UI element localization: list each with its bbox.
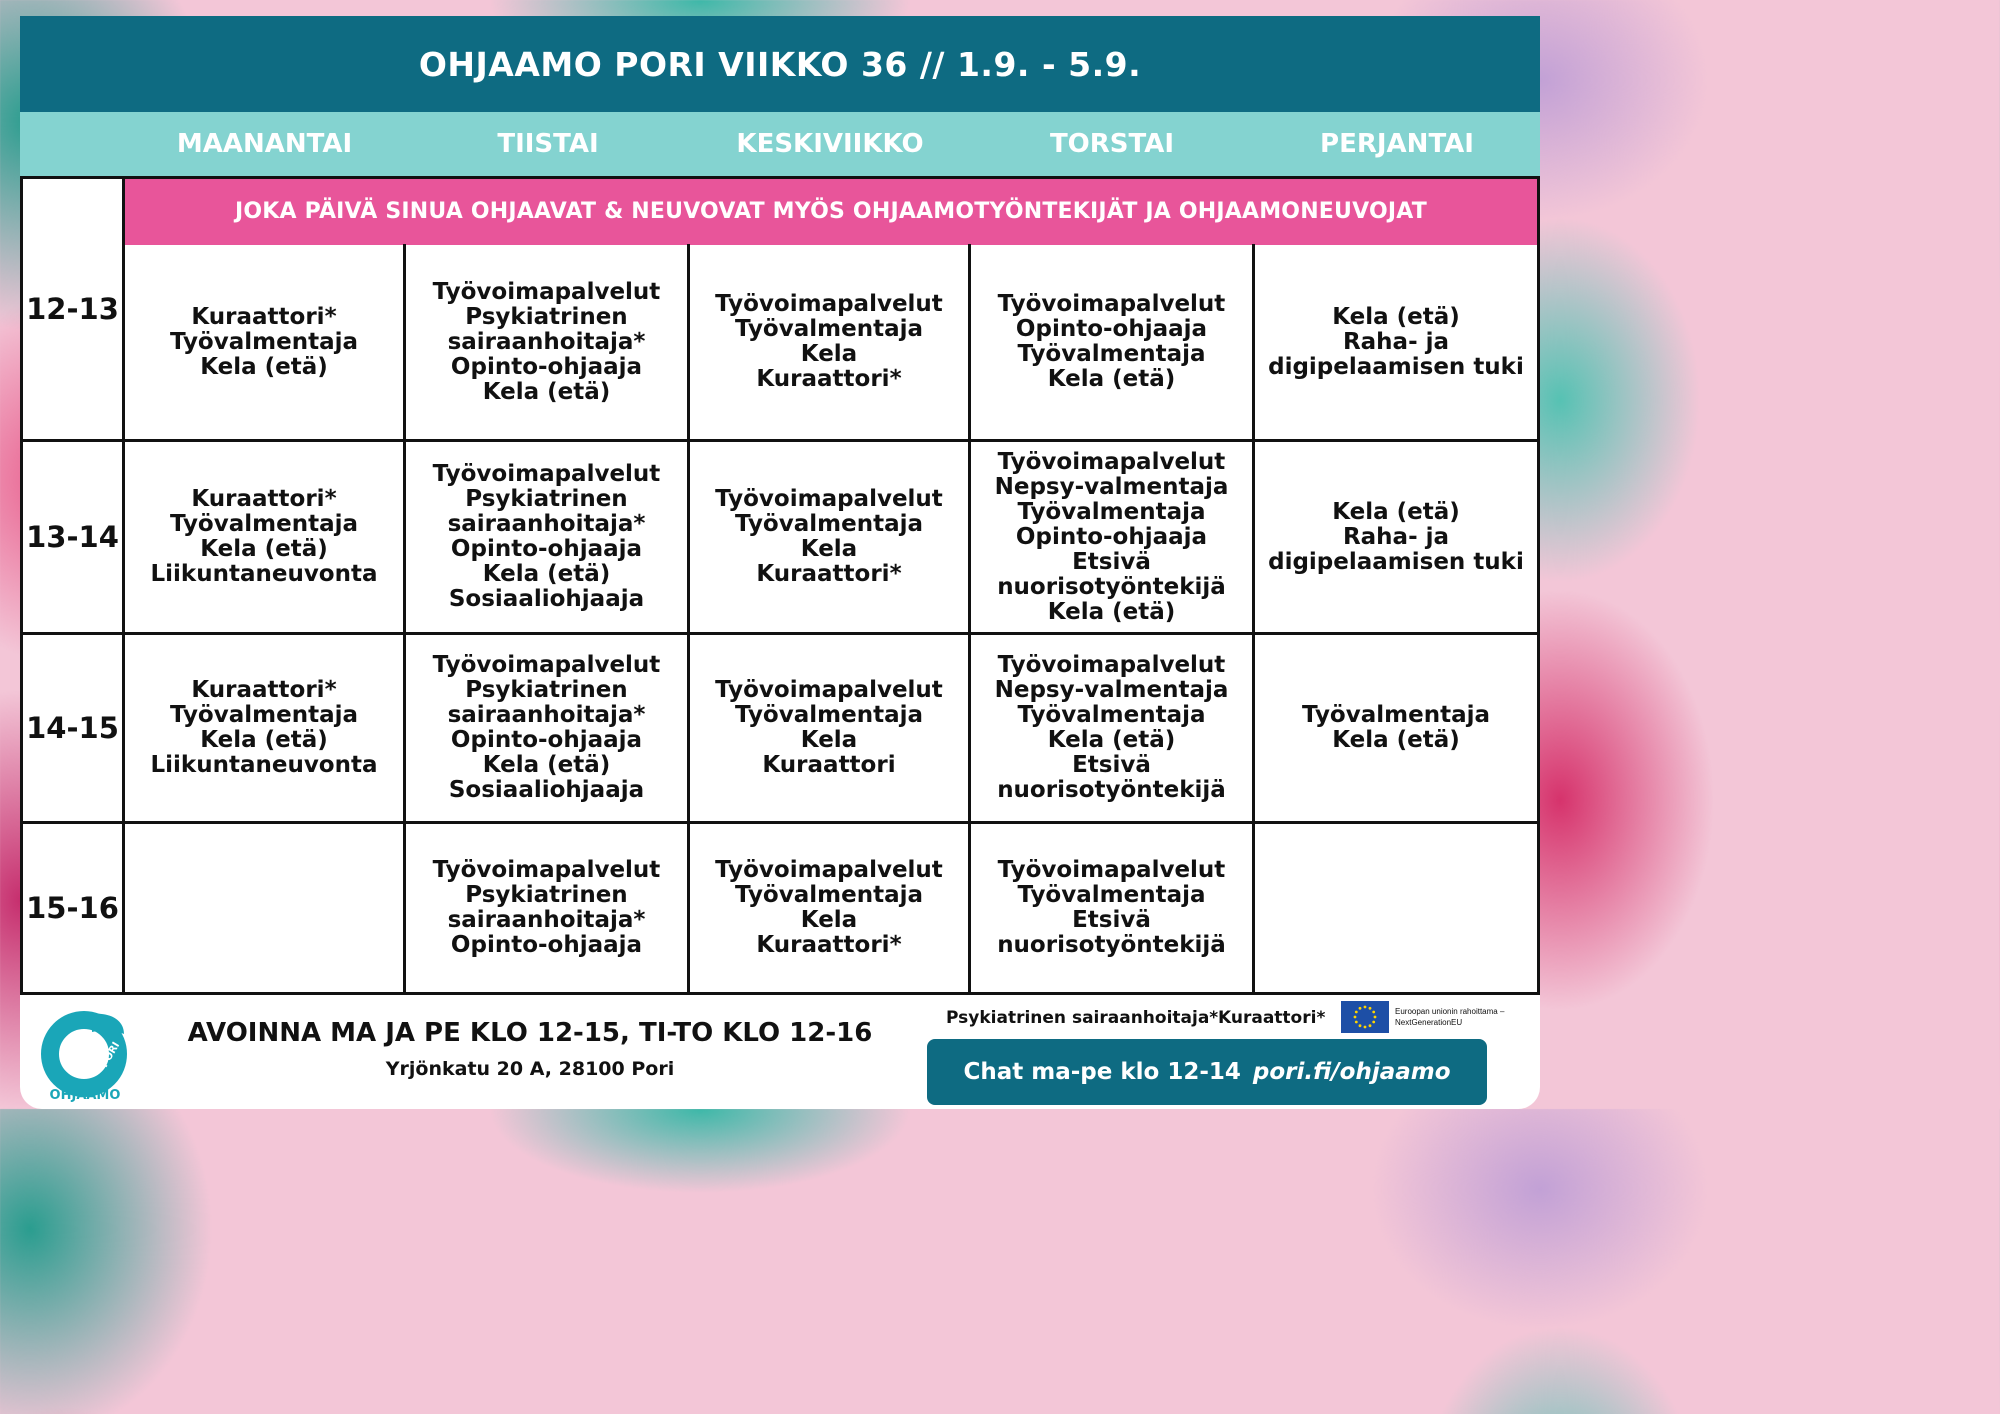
schedule-cell: Työvoimapalvelut Nepsy-valmentaja Työvalmentaja Kela (etä) Etsivä nuorisotyöntekijä: [994, 652, 1229, 803]
grid-line: [403, 244, 406, 995]
time-slot: 14-15: [26, 710, 119, 745]
weekday-header: [20, 112, 1540, 176]
day-tuesday: TIISTAI: [497, 129, 599, 159]
day-friday: PERJANTAI: [1320, 129, 1474, 159]
schedule-cell: Työvoimapalvelut Psykiatrinen sairaanhoitaja* Opinto-ohjaaja Kela (etä): [432, 278, 661, 405]
logo-wordmark: OHJAAMO: [49, 1088, 121, 1103]
daily-banner: JOKA PÄIVÄ SINUA OHJAAVAT & NEUVOVAT MYÖS OHJAAMOTYÖNTEKIJÄT JA OHJAAMONEUVOJAT: [124, 177, 1538, 245]
eu-flag-icon: [1341, 1001, 1389, 1033]
grid-line: [20, 439, 1540, 442]
time-slot: 15-16: [26, 890, 119, 925]
grid-line: [122, 176, 125, 995]
schedule-cell: Työvoimapalvelut Psykiatrinen sairaanhoitaja* Opinto-ohjaaja Kela (etä) Sosiaaliohjaaja: [432, 461, 661, 612]
time-slot: 13-14: [26, 519, 119, 554]
page-title: OHJAAMO PORI VIIKKO 36 // 1.9. - 5.9.: [20, 16, 1540, 112]
schedule-cell: Työvoimapalvelut Työvalmentaja Etsivä nuorisotyöntekijä: [997, 857, 1226, 958]
schedule-cell: Kuraattori* Työvalmentaja Kela (etä): [169, 303, 358, 380]
schedule-cell: Työvalmentaja Kela (etä): [1301, 702, 1490, 753]
grid-line: [20, 992, 1540, 995]
schedule-cell: Työvoimapalvelut Psykiatrinen sairaanhoitaja* Opinto-ohjaaja: [432, 857, 661, 958]
schedule-cell: Työvoimapalvelut Työvalmentaja Kela Kuraattori*: [715, 857, 943, 958]
grid-line: [968, 244, 971, 995]
grid-line: [20, 821, 1540, 824]
time-slot: 12-13: [26, 291, 119, 326]
eu-funding-text: Euroopan unionin rahoittama – NextGenerationEU: [1395, 1007, 1505, 1027]
schedule-cell: Työvoimapalvelut Nepsy-valmentaja Työvalmentaja Opinto-ohjaaja Etsivä nuorisotyöntekijä Kela (etä): [994, 448, 1229, 625]
grid-line: [20, 176, 23, 995]
chat-hours: Chat ma-pe klo 12-14: [963, 1059, 1241, 1085]
schedule-cell: Kela (etä) Raha- ja digipelaamisen tuki: [1268, 498, 1524, 575]
grid-line: [1537, 176, 1540, 995]
schedule-cell: Työvoimapalvelut Opinto-ohjaaja Työvalmentaja Kela (etä): [997, 291, 1226, 392]
grid-line: [687, 244, 690, 995]
opening-hours: AVOINNA MA JA PE KLO 12-15, TI-TO KLO 12-16: [187, 1018, 873, 1048]
footnote-nurse: Psykiatrinen sairaanhoitaja*: [946, 1008, 1219, 1028]
grid-line: [1252, 244, 1255, 995]
grid-line: [20, 632, 1540, 635]
schedule-cell: Kuraattori* Työvalmentaja Kela (etä) Liikuntaneuvonta: [150, 677, 378, 778]
chat-info-button[interactable]: [927, 1039, 1487, 1105]
schedule-cell: Työvoimapalvelut Psykiatrinen sairaanhoitaja* Opinto-ohjaaja Kela (etä) Sosiaaliohjaaja: [432, 652, 661, 803]
schedule-cell: Työvoimapalvelut Työvalmentaja Kela Kuraattori*: [715, 291, 943, 392]
schedule-cell: [125, 824, 403, 992]
logo-sub-text: PORI: [99, 1040, 123, 1070]
schedule-cell: [1255, 824, 1537, 992]
day-monday: MAANANTAI: [176, 129, 353, 159]
footnote-counselor: Kuraattori*: [1218, 1008, 1326, 1028]
day-thursday: TORSTAI: [1049, 129, 1175, 159]
schedule-cell: Työvoimapalvelut Työvalmentaja Kela Kuraattori*: [715, 486, 943, 587]
website-link[interactable]: pori.fi/ohjaamo: [1252, 1059, 1451, 1085]
schedule-cell: Kuraattori* Työvalmentaja Kela (etä) Liikuntaneuvonta: [150, 486, 378, 587]
grid-line: [20, 176, 1540, 179]
schedule-cell: Kela (etä) Raha- ja digipelaamisen tuki: [1268, 303, 1524, 380]
schedule-cell: Työvoimapalvelut Työvalmentaja Kela Kuraattori: [715, 677, 943, 778]
day-wednesday: KESKIVIIKKO: [736, 129, 924, 159]
address: Yrjönkatu 20 A, 28100 Pori: [385, 1058, 675, 1080]
